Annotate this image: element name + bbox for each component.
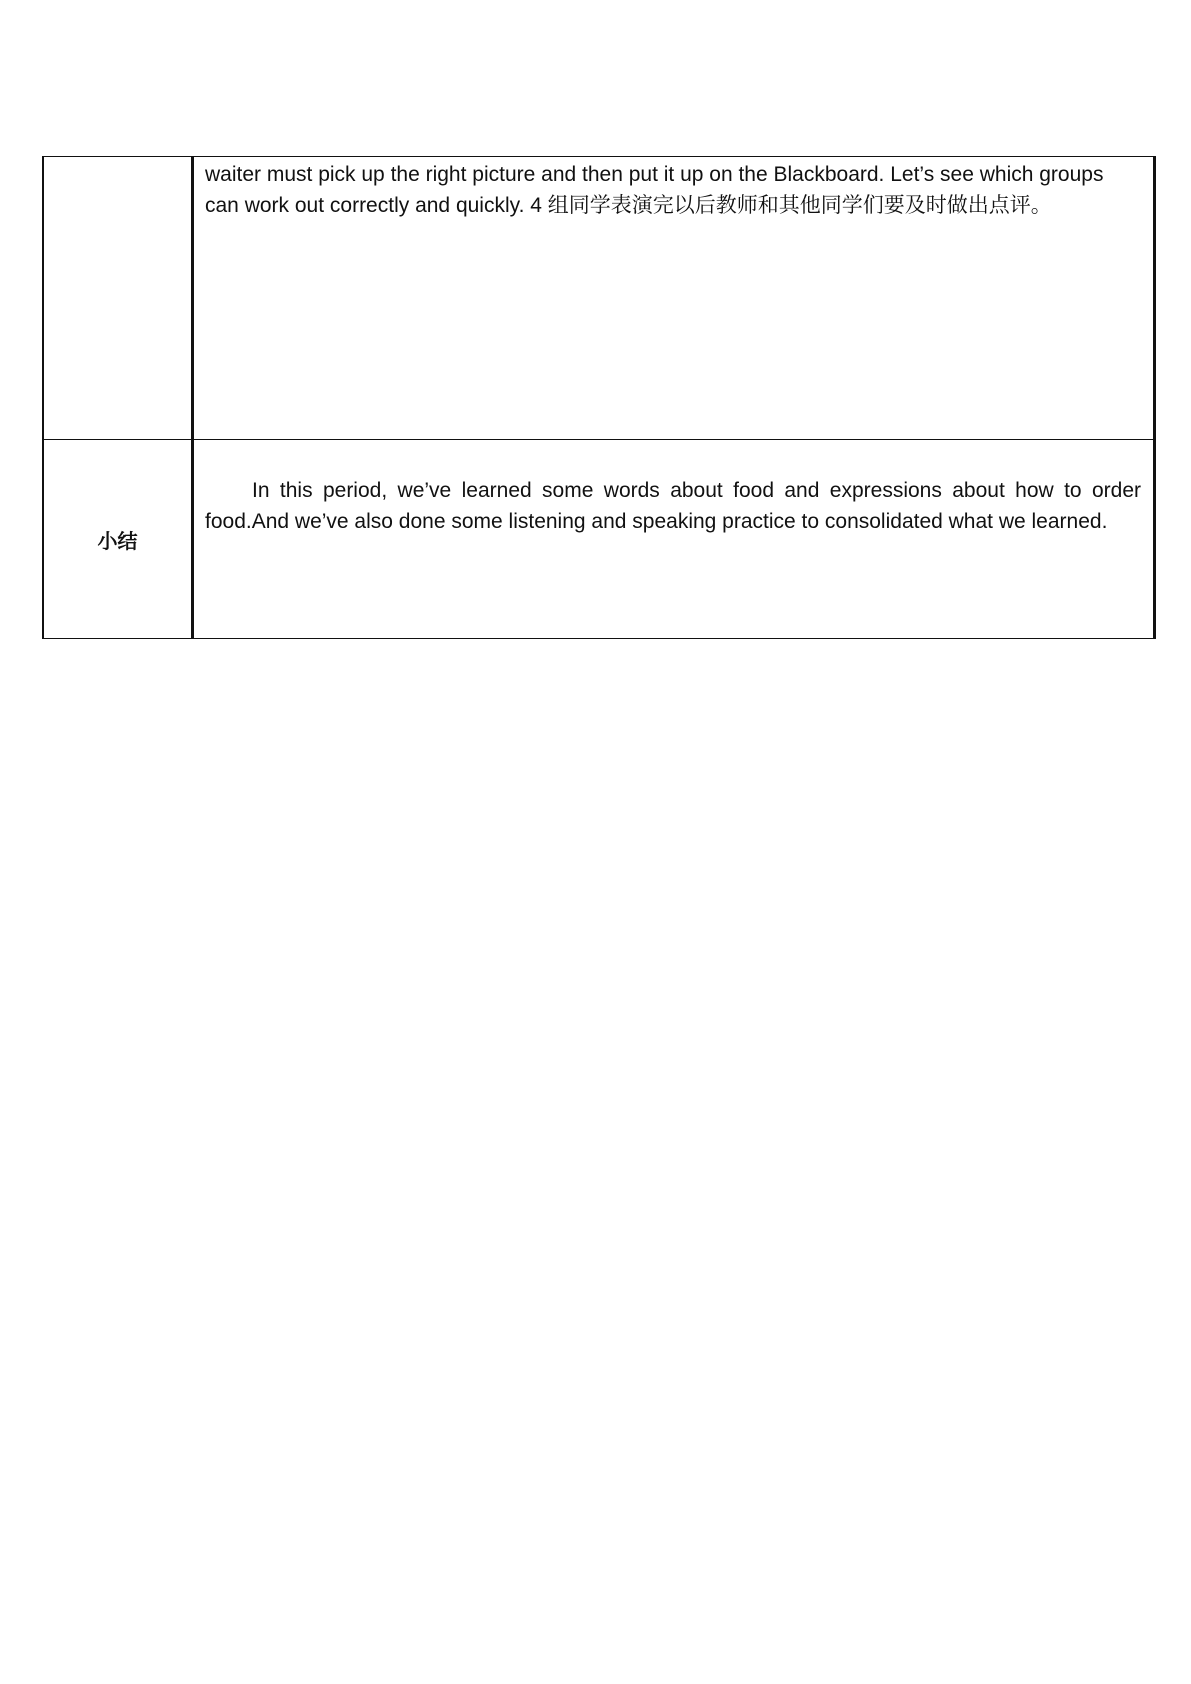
activity-description: waiter must pick up the right picture and then put it up on the Blackboard. Let’s see which groups can work out correctly and quickly. 4 组同学表演完以后教师和其他同学们要及时做出点评。 — [205, 163, 1104, 217]
row-label-cell — [43, 440, 193, 639]
row-label-cell — [43, 157, 193, 440]
lesson-plan-table — [42, 156, 1156, 639]
row-content-cell — [193, 440, 1155, 639]
table-row — [43, 157, 1155, 440]
summary-label: 小结 — [97, 528, 138, 553]
table-row — [43, 440, 1155, 639]
row-content-cell — [193, 157, 1155, 440]
summary-text: In this period, we’ve learned some words about food and expressions about how to order food.And we’ve also done some listening and speaking practice to consolidated what we learned. — [205, 479, 1141, 533]
